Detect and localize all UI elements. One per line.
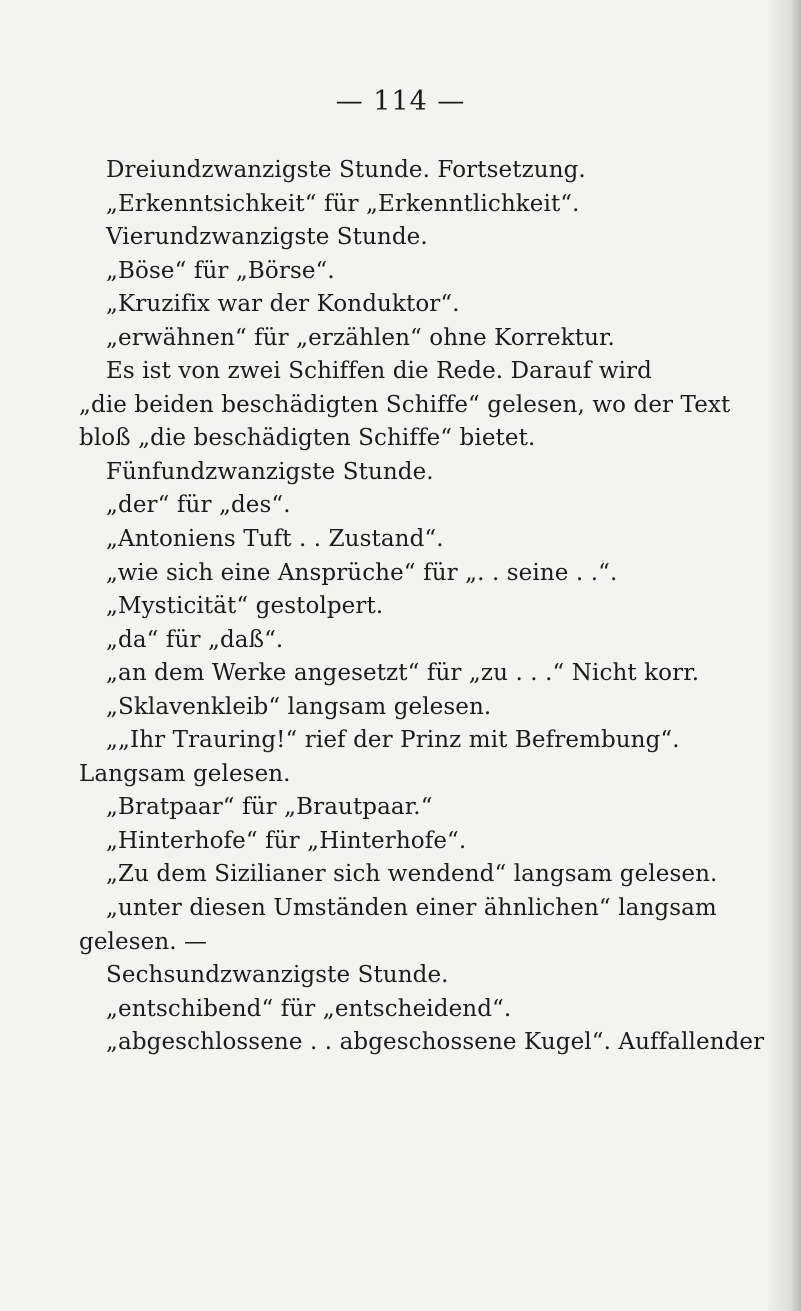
text-line: „wie sich eine Ansprüche“ für „. . seine . .“. <box>106 559 618 586</box>
text-line: Es ist von zwei Schiffen die Rede. Darauf wird <box>106 358 652 385</box>
text-line: „Mysticität“ gestolpert. <box>106 593 384 620</box>
text-line: Vierundzwanzigste Stunde. <box>106 224 428 251</box>
text-line: Sechsundzwanzigste Stunde. <box>106 962 449 989</box>
text-line: „abgeschlossene . . abgeschossene Kugel“. Auffallender <box>106 1029 765 1056</box>
text-line: „unter diesen Umständen einer ähnlichen“ langsam <box>106 895 717 922</box>
text-line: „Sklavenkleib“ langsam gelesen. <box>106 693 492 720</box>
text-line: „Erkenntsichkeit“ für „Erkenntlichkeit“. <box>106 190 580 217</box>
text-line: „Bratpaar“ für „Brautpaar.“ <box>106 794 433 821</box>
text-body <box>79 154 779 1060</box>
page-number: — 114 — <box>335 86 466 117</box>
text-line: Fünfundzwanzigste Stunde. <box>106 458 434 485</box>
text-line: „der“ für „des“. <box>106 492 291 519</box>
text-line: „da“ für „daß“. <box>106 626 284 653</box>
text-line: „die beiden beschädigten Schiffe“ gelesen, wo der Text <box>79 391 731 418</box>
text-line: Langsam gelesen. <box>79 760 291 787</box>
text-line: „Böse“ für „Börse“. <box>106 257 335 284</box>
text-line: „Zu dem Sizilianer sich wendend“ langsam gelesen. <box>106 861 718 888</box>
text-line: „Kruzifix war der Konduktor“. <box>106 291 460 318</box>
text-line: gelesen. — <box>79 928 208 955</box>
text-line: „an dem Werke angesetzt“ für „zu . . .“ Nicht korr. <box>106 660 700 687</box>
text-line: „erwähnen“ für „erzählen“ ohne Korrektur. <box>106 324 615 351</box>
text-line: Dreiundzwanzigste Stunde. Fortsetzung. <box>106 157 586 183</box>
text-line: „Antoniens Tuft . . Zustand“. <box>106 526 444 553</box>
text-line: „„Ihr Trauring!“ rief der Prinz mit Befrembung“. <box>106 727 680 754</box>
text-line: bloß „die beschädigten Schiffe“ bietet. <box>79 425 536 452</box>
text-line: „Hinterhofe“ für „Hinterhofe“. <box>106 827 467 854</box>
page-edge-shadow <box>767 0 801 1311</box>
text-line: „entschibend“ für „entscheidend“. <box>106 995 512 1022</box>
